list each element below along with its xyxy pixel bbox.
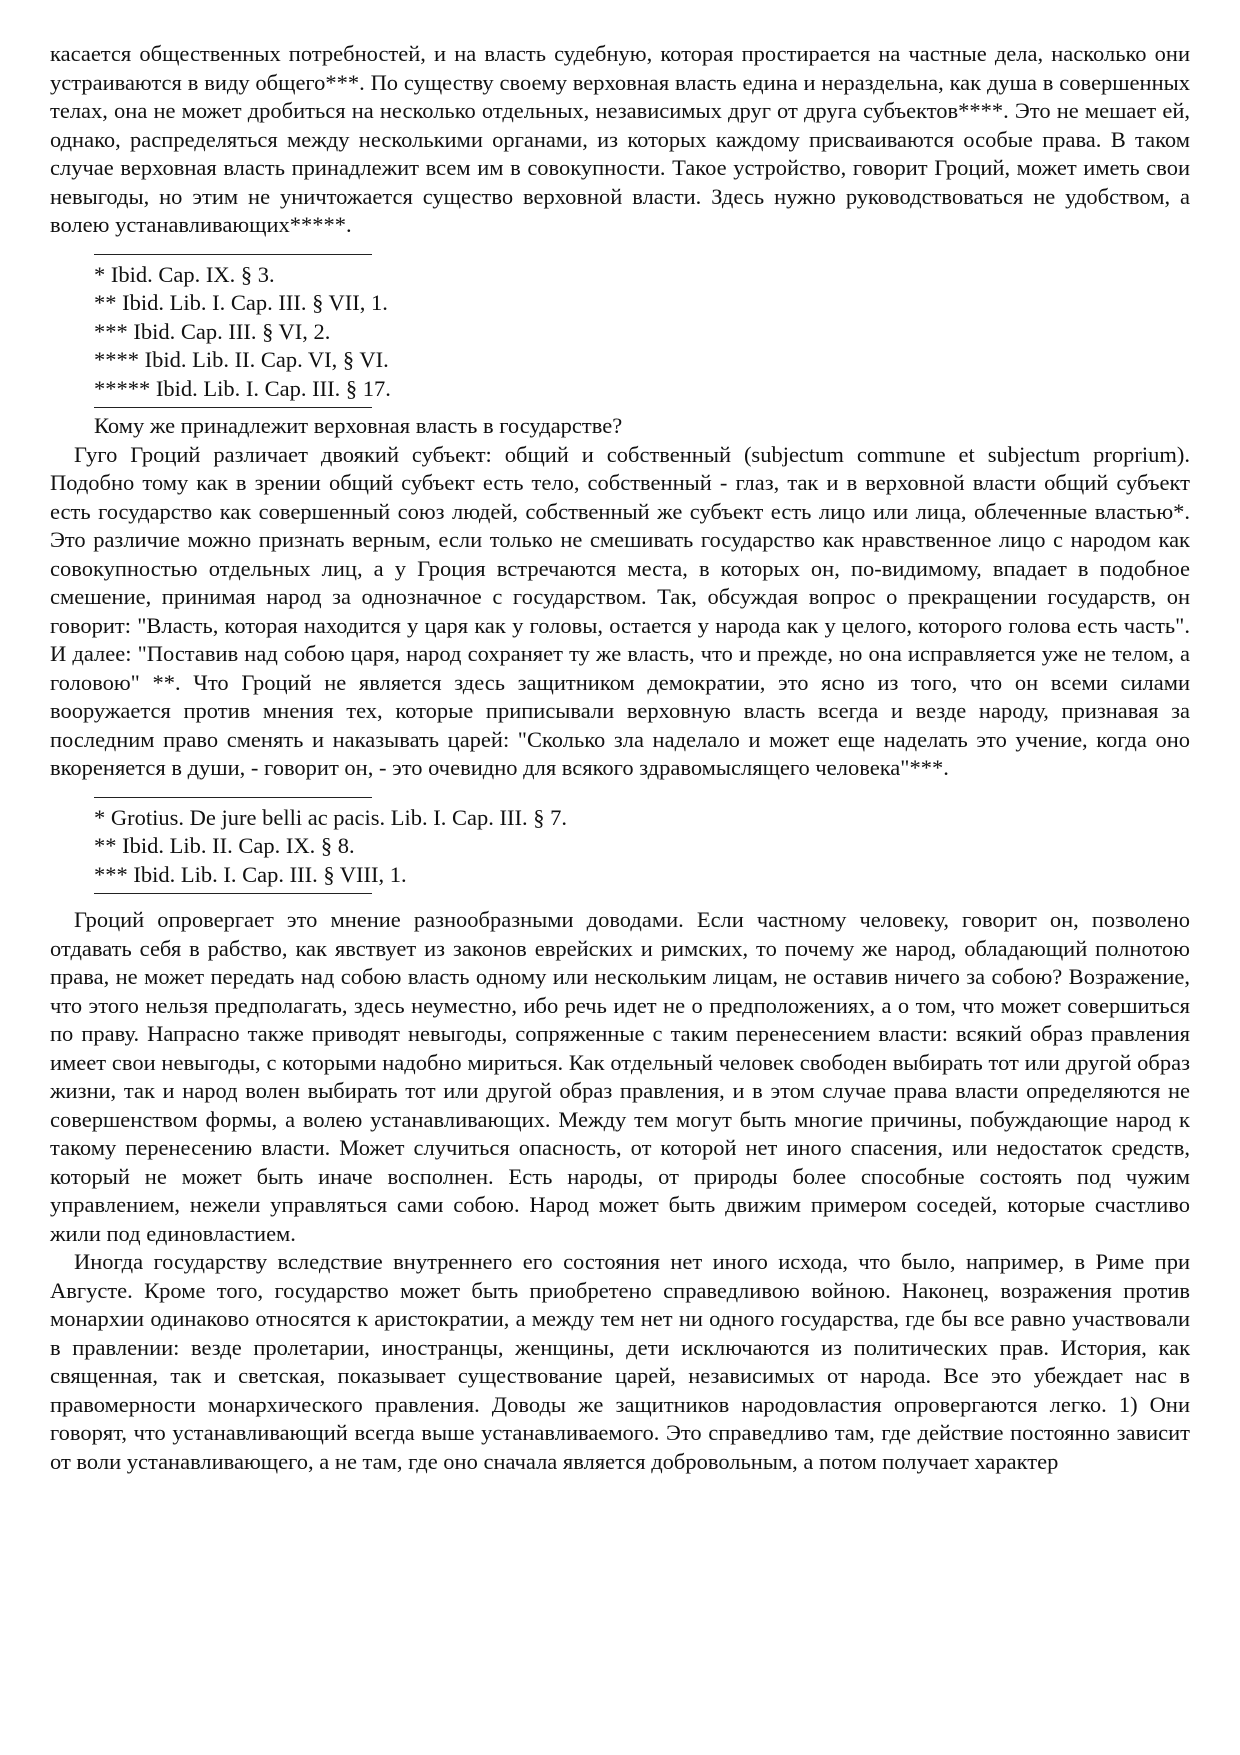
- footnote-separator: [94, 797, 372, 798]
- footnote-item: **** Ibid. Lib. II. Cap. VI, § VI.: [94, 347, 389, 372]
- document-page: [50, 40, 1190, 1476]
- footnote-item: ** Ibid. Lib. I. Cap. III. § VII, 1.: [94, 290, 388, 315]
- footnote-item: * Grotius. De jure belli ac pacis. Lib. I. Cap. III. § 7.: [94, 804, 567, 830]
- footnote-item: ***** Ibid. Lib. I. Cap. III. § 17.: [94, 375, 391, 401]
- footnote-separator: [94, 254, 372, 255]
- footnote-list-1: [94, 261, 1190, 404]
- footnote-item: * Ibid. Cap. IX. § 3.: [94, 261, 275, 287]
- footnote-separator: [94, 407, 372, 408]
- footnote-item: *** Ibid. Lib. I. Cap. III. § VIII, 1.: [94, 861, 407, 887]
- paragraph-1: касается общественных потребностей, и на власть судебную, которая простирается на частные дела, насколько они устраиваются в виду общего***. По существу своему верховная власть едина и нераздельна, как душа в совершенных телах, она не может дробиться на несколько отдельных, независимых друг от друга субъектов****. Это не мешает ей, однако, распределяться между несколькими органами, из которых каждому присваиваются особые права. В таком случае верховная власть принадлежит всем им в совокупности. Такое устройство, говорит Гроций, может иметь свои невыгоды, но этим не уничтожается существо верховной власти. Здесь нужно руководствоваться не удобством, а волею устанавливающих*****.: [50, 41, 1190, 237]
- footnote-item: ** Ibid. Lib. II. Cap. IX. § 8.: [94, 833, 355, 858]
- footnote-list-2: [94, 804, 1190, 890]
- paragraph-2: Гуго Гроций различает двоякий субъект: общий и собственный (subjectum commune et subjectum proprium). Подобно тому как в зрении общий субъект есть тело, собственный - глаз, так и в верховной власти общий субъект есть государство как совершенный союз людей, собственный же субъект есть лицо или лица, облеченные властью*. Это различие можно признать верным, если только не смешивать государство как нравственное лицо с народом как совокупностью отдельных лиц, а у Гроция встречаются места, в которых он, по-видимому, впадает в подобное смешение, принимая народ за однозначное с государством. Так, обсуждая вопрос о прекращении государств, он говорит: "Власть, которая находится у царя как у головы, остается у народа как у целого, которого голова есть часть". И далее: "Поставив над собою царя, народ сохраняет ту же власть, что и прежде, но она исправляется уже не телом, а головою" **. Что Гроций не является здесь защитником демократии, это ясно из того, что он всеми силами вооружается против мнения тех, которые приписывали верховную власть всегда и везде народу, признавая за последним право сменять и наказывать царей: "Сколько зла наделало и может еще наделать это учение, когда оно вкореняется в души, - говорит он, - это очевидно для всякого здравомыслящего человека"***.: [50, 441, 1190, 780]
- section-question: Кому же принадлежит верховная власть в государстве?: [94, 413, 623, 438]
- footnote-item: *** Ibid. Cap. III. § VI, 2.: [94, 318, 331, 344]
- paragraph-4: Иногда государству вследствие внутреннего его состояния нет иного исхода, что было, например, в Риме при Августе. Кроме того, государство может быть приобретено справедливою войною. Наконец, возражения против монархии одинаково относятся к аристократии, а между тем нет ни одного государства, где бы все равно участвовали в правлении: везде пролетарии, иностранцы, женщины, дети исключаются из политических прав. История, как священная, так и светская, показывает существование царей, независимых от народа. Все это убеждает нас в правомерности монархического правления. Доводы же защитников народовластия опровергаются легко. 1) Они говорят, что устанавливающий всегда выше устанавливаемого. Это справедливо там, где действие постоянно зависит от воли устанавливающего, а не там, где оно сначала является добровольным, а потом получает характер: [50, 1249, 1190, 1474]
- footnote-separator: [94, 893, 372, 894]
- paragraph-3: Гроций опровергает это мнение разнообразными доводами. Если частному человеку, говорит он, позволено отдавать себя в рабство, как явствует из законов еврейских и римских, то почему же народ, обладающий полнотою права, не может передать над собою власть одному или нескольким лицам, не оставив ничего за собою? Возражение, что этого нельзя предполагать, здесь неуместно, ибо речь идет не о предположениях, а о том, что может совершиться по праву. Напрасно также приводят невыгоды, сопряженные с таким перенесением власти: всякий образ правления имеет свои невыгоды, с которыми надобно мириться. Как отдельный человек свободен выбирать тот или другой образ жизни, так и народ волен выбирать тот или другой образ правления, и в этом случае права власти определяются не совершенством формы, а волею устанавливающих. Между тем могут быть многие причины, побуждающие народ к такому перенесению власти. Может случиться опасность, от которой нет иного спасения, или недостаток средств, который не может быть иначе восполнен. Есть народы, от природы более способные состоять под чужим управлением, нежели управляться сами собою. Народ может быть движим примером соседей, которые счастливо жили под единовластием.: [50, 907, 1190, 1246]
